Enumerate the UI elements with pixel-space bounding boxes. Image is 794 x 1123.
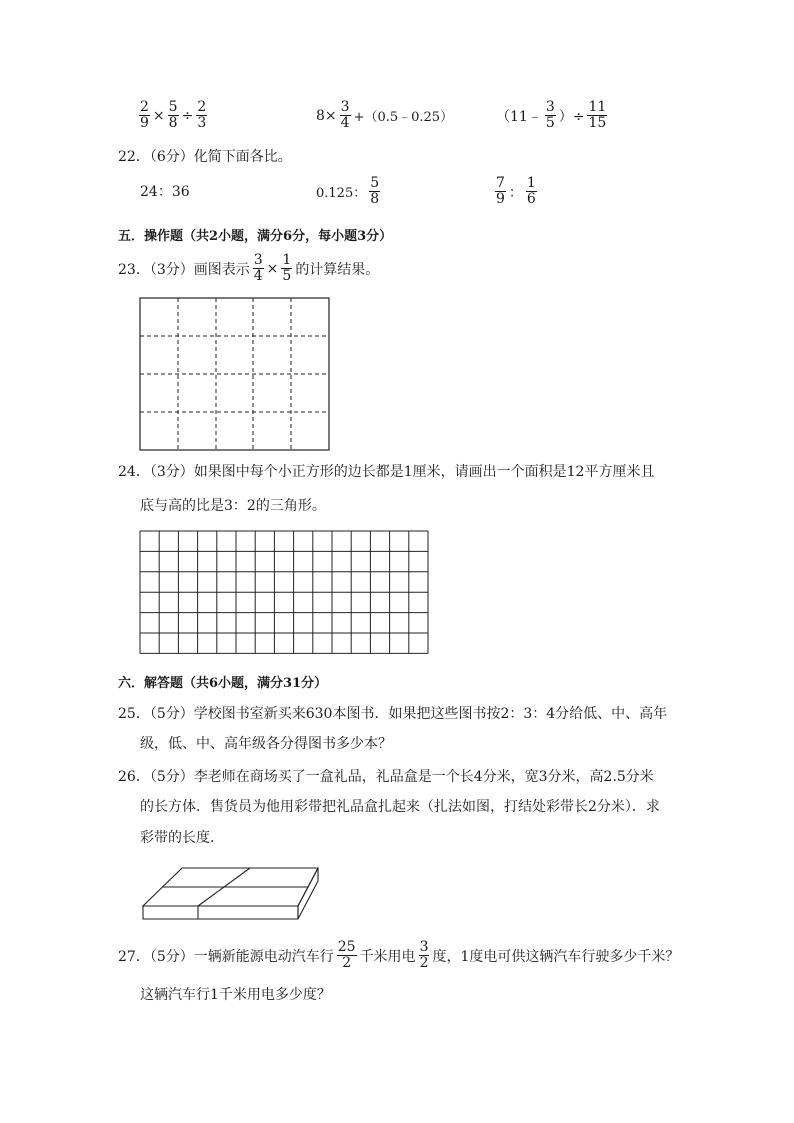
- question-25-line-2: 级，低、中、高年级各分得图书多少本？: [140, 736, 392, 752]
- box-front-face: [143, 906, 298, 919]
- fraction: $\frac{1}{5}$: [282, 252, 292, 284]
- ratio-1: 24：36: [140, 184, 190, 200]
- fraction: $\frac{3}{4}$: [340, 99, 350, 131]
- expr-2: 8× $\frac{3}{4}$ +（0.5﹣0.25）: [316, 99, 454, 131]
- question-27-line-2: 这辆汽车行1千米用电多少度？: [140, 987, 331, 1003]
- question-27-line-1: 27．（5分）一辆新能源电动汽车行 $\frac{25}{2}$ 千米用电 $\frac{3}{2}$ 度，1度电可供这辆汽车行驶多少千米？: [118, 939, 680, 971]
- fraction: $\frac{5}{8}$: [168, 99, 178, 131]
- question-23: 23．（3分）画图表示 $\frac{3}{4}$ × $\frac{1}{5}$ 的计算结果。: [118, 252, 380, 284]
- section-5-heading: 五．操作题（共2小题，满分6分，每小题3分）: [118, 229, 393, 244]
- fraction: $\frac{1}{6}$: [526, 175, 536, 207]
- fraction: $\frac{7}{9}$: [496, 175, 505, 207]
- question-24-line-1: 24．（3分）如果图中每个小正方形的边长都是1厘米，请画出一个面积是12平方厘米且: [118, 464, 655, 480]
- ratio-2: 0.125： $\frac{5}{8}$: [316, 175, 380, 207]
- question-26-line-3: 彩带的长度．: [140, 830, 224, 846]
- fraction: $\frac{2}{9}$: [140, 99, 149, 131]
- question-25-line-1: 25．（5分）学校图书室新买来630本图书．如果把这些图书按2：3：4分给低、中、高年: [118, 706, 668, 722]
- question-26-line-2: 的长方体．售货员为他用彩带把礼品盒扎起来（扎法如图，打结处彩带长2分米）．求: [140, 799, 660, 815]
- fraction: $\frac{3}{4}$: [253, 252, 263, 284]
- box-side-face: [298, 868, 318, 919]
- fraction: $\frac{3}{2}$: [419, 939, 429, 971]
- fraction: $\frac{3}{5}$: [545, 99, 555, 131]
- fraction: $\frac{5}{8}$: [370, 175, 380, 207]
- fraction: $\frac{2}{3}$: [197, 99, 207, 131]
- fraction: $\frac{11}{15}$: [588, 99, 607, 131]
- question-22-label: 22．（6分）化简下面各比。: [118, 149, 292, 165]
- section-6-heading: 六．解答题（共6小题，满分31分）: [118, 676, 328, 691]
- expr-1: $\frac{2}{9}$ × $\frac{5}{8}$ ÷ $\frac{2}{3}$: [140, 99, 207, 131]
- expr-3: （11﹣ $\frac{3}{5}$ ）÷ $\frac{11}{15}$: [496, 99, 607, 131]
- ratio-3: $\frac{7}{9}$ ： $\frac{1}{6}$: [496, 175, 536, 207]
- fraction: $\frac{25}{2}$: [337, 939, 356, 971]
- question-26-line-1: 26．（5分）李老师在商场买了一盒礼品，礼品盒是一个长4分米，宽3分米，高2.5分米: [118, 769, 654, 785]
- question-24-line-2: 底与高的比是3：2的三角形。: [140, 498, 326, 514]
